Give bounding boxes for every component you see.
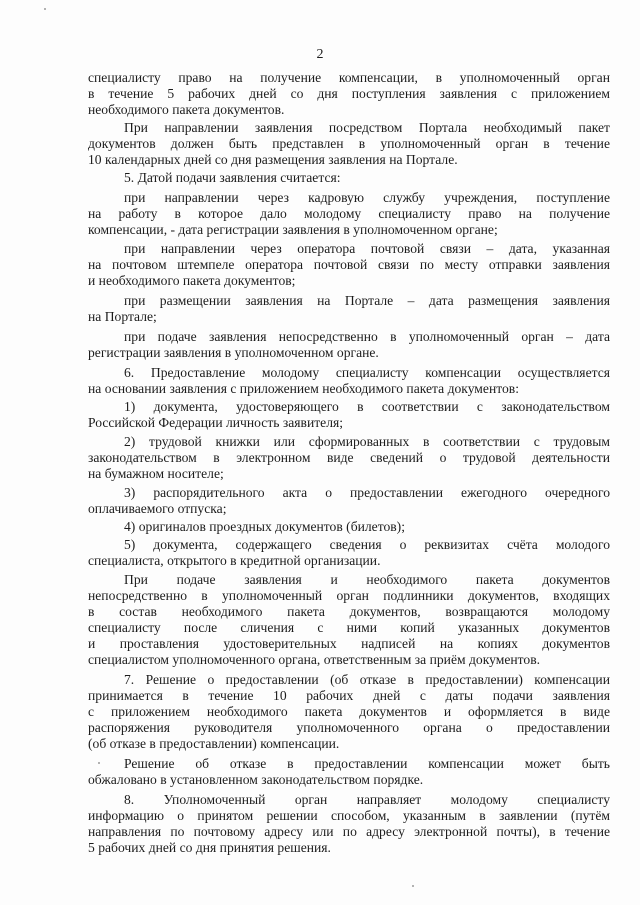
- text-line: Российской Федерации личность заявителя;: [88, 415, 344, 430]
- text-line: компенсации, - дата регистрации заявления в уполномоченном органе;: [88, 222, 498, 237]
- paragraph-first-line: При направлении заявления посредством Портала необходимый пакет: [124, 120, 610, 135]
- list-item-first-line: 4) оригиналов проездных документов (билетов);: [124, 519, 405, 534]
- paragraph-first-line: при направлении через кадровую службу учреждения, поступление: [124, 190, 610, 205]
- paragraph-first-line: при подаче заявления непосредственно в уполномоченный орган – дата: [124, 329, 610, 344]
- text-line: с приложением необходимого пакета документов и оформляется в виде: [88, 704, 610, 719]
- scan-speck: [44, 8, 46, 10]
- list-item-first-line: 5) документа, содержащего сведения о реквизитах счёта молодого: [124, 537, 610, 552]
- text-line: направления по почтовому адресу или по адресу электронной почты), в течение: [88, 824, 610, 839]
- paragraph-first-line: Решение об отказе в предоставлении компенсации может быть: [124, 756, 610, 771]
- paragraph-first-line: 6. Предоставление молодому специалисту компенсации осуществляется: [124, 365, 610, 380]
- paragraph-first-line: 5. Датой подачи заявления считается:: [124, 170, 341, 185]
- list-item-first-line: 1) документа, удостоверяющего в соответствии с законодательством: [124, 399, 610, 414]
- scan-speck: [98, 762, 100, 764]
- text-line: законодательством в электронном виде сведений о трудовой деятельности: [88, 450, 610, 465]
- text-line: обжаловано в установленном законодательством порядке.: [88, 772, 424, 787]
- text-line: и проставления удостоверительных надписей на копиях документов: [88, 636, 610, 651]
- text-line: в состав необходимого пакета документов, возвращаются молодому: [88, 604, 610, 619]
- text-line: непосредственно в уполномоченный орган подлинники документов, входящих: [88, 588, 610, 603]
- text-line: необходимого пакета документов.: [88, 102, 285, 117]
- list-item-first-line: 2) трудовой книжки или сформированных в соответствии с трудовым: [124, 434, 610, 449]
- text-line: специалисту после сличения с ними копий указанных документов: [88, 620, 610, 635]
- text-line: регистрации заявления в уполномоченном органе.: [88, 345, 379, 360]
- text-line: на Портале;: [88, 309, 157, 324]
- text-line: на почтовом штемпеле оператора почтовой связи по месту отправки заявления: [88, 257, 610, 272]
- text-line: (об отказе в предоставлении) компенсации.: [88, 736, 340, 751]
- text-line: на бумажном носителе;: [88, 466, 224, 481]
- paragraph-first-line: при размещении заявления на Портале – дата размещения заявления: [124, 293, 610, 308]
- text-line: и необходимого пакета документов;: [88, 273, 296, 288]
- text-line: 10 календарных дней со дня размещения заявления на Портале.: [88, 152, 458, 167]
- text-line: на основании заявления с приложением необходимого пакета документов:: [88, 381, 519, 396]
- text-line: в течение 5 рабочих дней со дня поступления заявления с приложением: [88, 86, 610, 101]
- text-line: распоряжения руководителя уполномоченного органа о предоставлении: [88, 720, 610, 735]
- text-line: 5 рабочих дней со дня принятия решения.: [88, 840, 331, 855]
- list-item-first-line: 3) распорядительного акта о предоставлении ежегодного очередного: [124, 485, 610, 500]
- text-line: принимается в течение 10 рабочих дней с даты подачи заявления: [88, 688, 610, 703]
- text-line: специалисту право на получение компенсации, в уполномоченный орган: [88, 70, 610, 85]
- text-line: специалиста, открытого в кредитной организации.: [88, 553, 381, 568]
- paragraph-first-line: при направлении через оператора почтовой связи – дата, указанная: [124, 241, 610, 256]
- text-line: оплачиваемого отпуска;: [88, 501, 227, 516]
- text-line: документов должен быть представлен в уполномоченный орган в течение: [88, 136, 610, 151]
- paragraph-first-line: 8. Уполномоченный орган направляет молодому специалисту: [124, 792, 610, 807]
- scan-speck: [412, 885, 414, 887]
- text-line: на работу в которое дало молодому специалисту право на получение: [88, 206, 610, 221]
- paragraph-first-line: 7. Решение о предоставлении (об отказе в предоставлении) компенсации: [124, 672, 610, 687]
- page-number: 2: [316, 47, 324, 62]
- text-line: информацию о принятом решении способом, указанным в заявлении (путём: [88, 808, 610, 823]
- text-line: специалистом уполномоченного органа, ответственным за приём документов.: [88, 652, 541, 667]
- paragraph-first-line: При подаче заявления и необходимого пакета документов: [124, 572, 610, 587]
